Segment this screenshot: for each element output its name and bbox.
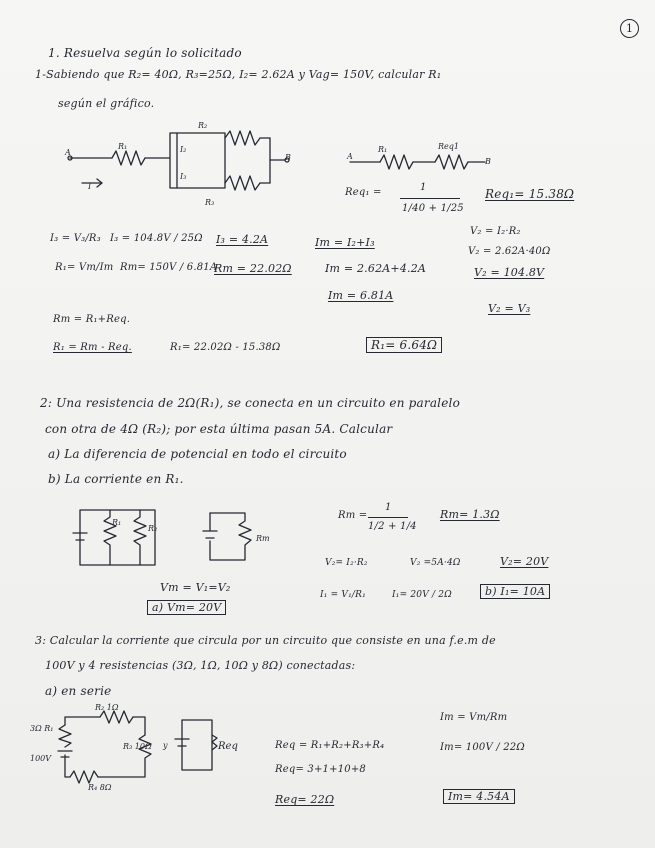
p1-r3-label: R₃: [205, 198, 215, 207]
p1-r1-substitution: R₁= 22.02Ω - 15.38Ω: [170, 342, 281, 353]
page-number-circle: [620, 19, 639, 38]
p3-it-equation: Iт = Vт/Rт: [440, 712, 508, 723]
page-number: 1: [626, 22, 633, 35]
p2-question-b: b) La corriente en R₁.: [48, 472, 184, 486]
p3-y-label: y: [163, 741, 168, 750]
p1-r1-formula: R₁ = Rт - Req.: [53, 342, 132, 353]
p1-equiv-r1-label: R₁: [378, 145, 388, 154]
p1-r2-label: R₂: [198, 121, 208, 130]
p1-v2-equation: V₂ = I₂·R₂: [470, 226, 521, 237]
p1-req1-formula: Req₁ =: [345, 187, 382, 198]
p3-r3-label: R₃ 10Ω: [123, 742, 152, 751]
p1-req1-denominator: 1/40 + 1/25: [402, 203, 464, 214]
p2-statement-line2: con otra de 4Ω (R₂); por esta última pasan 5A. Calcular: [45, 422, 393, 436]
p2-r1-label: R₁: [112, 518, 122, 527]
p1-it-equation: Iт = I₂+I₃: [315, 236, 375, 249]
p1-it-substitution: Iт = 2.62A+4.2A: [325, 262, 427, 275]
p1-i3-substitution: I₃ = 104.8V / 25Ω: [110, 233, 203, 244]
p1-equiv-node-a: A: [347, 152, 353, 161]
p3-req-equation: Req = R₁+R₂+R₃+R₄: [275, 740, 385, 751]
p1-i2-label: I₂: [180, 145, 187, 154]
p2-v2-substitution: V₂ =5A·4Ω: [410, 558, 461, 568]
p2-rt-result: Rт= 1.3Ω: [440, 508, 500, 521]
p1-i3-label: I₃: [180, 172, 187, 181]
p2-vt-equation: Vт = V₁=V₂: [160, 581, 231, 594]
p1-equiv-req-label: Req1: [438, 142, 459, 151]
p2-a-result: a) Vт= 20V: [147, 600, 226, 615]
fraction-bar: [368, 517, 408, 518]
p2-question-a: a) La diferencia de potencial en todo el circuito: [48, 447, 347, 461]
p2-rt-label: Rт: [256, 534, 270, 543]
p2-i1-substitution: I₁= 20V / 2Ω: [392, 590, 452, 600]
p1-statement-line2: según el gráfico.: [58, 97, 155, 110]
p2-r2-label: R₂: [148, 524, 158, 533]
p1-statement-line1: 1-Sabiendo que R₂= 40Ω, R₃=25Ω, I₂= 2.62A y Vag= 150V, calcular R₁: [35, 68, 442, 81]
p2-v2-result: V₂= 20V: [500, 555, 549, 568]
p1-current-label: I: [88, 182, 92, 191]
p2-rt-denominator: 1/2 + 1/4: [368, 521, 417, 532]
p2-b-result: b) I₁= 10A: [480, 584, 550, 599]
p2-i1-equation: I₁ = V₁/R₁: [320, 590, 366, 600]
p1-circuit-diagram: [60, 118, 310, 213]
p1-rt-sum: Rт = R₁+Req.: [53, 314, 131, 325]
p1-r1-result: R₁= 6.64Ω: [366, 337, 442, 353]
p3-statement-line2: 100V y 4 resistencias (3Ω, 1Ω, 10Ω y 8Ω) conectadas:: [45, 659, 356, 672]
p3-r4-label: R₄ 8Ω: [88, 783, 112, 792]
p2-parallel-circuit: [70, 505, 280, 575]
p1-node-b-label: B: [285, 153, 291, 162]
p3-req-result: Req= 22Ω: [275, 793, 335, 806]
p2-statement-line1: 2: Una resistencia de 2Ω(R₁), se conecta en un circuito en paralelo: [40, 396, 460, 410]
p1-req1-numerator: 1: [420, 182, 427, 193]
p3-r1-label: 3Ω R₁: [30, 724, 54, 733]
p1-v2-result: V₂ = 104.8V: [474, 266, 545, 279]
fraction-bar: [400, 198, 460, 199]
p3-req-substitution: Req= 3+1+10+8: [275, 764, 366, 775]
p3-it-substitution: Iт= 100V / 22Ω: [440, 742, 525, 753]
p1-rt-calculation: Rт= 150V / 6.81A: [120, 262, 218, 273]
p2-rt-numerator: 1: [385, 502, 392, 513]
p1-i3-result: I₃ = 4.2A: [216, 233, 269, 246]
p3-emf-label: 100V: [30, 754, 52, 763]
p1-rt-result: Rт = 22.02Ω: [214, 262, 292, 275]
p1-node-a-label: A: [65, 148, 71, 157]
p1-v2-substitution: V₂ = 2.62A·40Ω: [468, 246, 551, 257]
page-heading: 1. Resuelva según lo solicitado: [48, 46, 242, 60]
p3-req-label: Req: [218, 741, 238, 752]
p1-it-result: Iт = 6.81A: [328, 289, 394, 302]
p1-equivalent-circuit: [345, 140, 495, 180]
p1-v2-equals-v3: V₂ = V₃: [488, 302, 531, 315]
p1-r1-label: R₁: [118, 142, 128, 151]
p3-statement-line1: 3: Calcular la corriente que circula por un circuito que consiste en una f.e.m de: [35, 634, 496, 647]
p3-question-a: a) en serie: [45, 684, 112, 698]
p3-r2-label: R₂ 1Ω: [95, 703, 119, 712]
p2-v2-equation: V₂= I₂·R₂: [325, 558, 368, 568]
p2-rt-formula: Rт =: [338, 510, 368, 521]
p3-it-result: Iт= 4.54A: [443, 789, 515, 804]
p1-r1-equation: R₁= Vт/Iт: [55, 262, 114, 273]
p1-equiv-node-b: B: [485, 157, 491, 166]
p1-req1-result: Req₁= 15.38Ω: [485, 187, 575, 201]
p1-i3-equation: I₃ = V₃/R₃: [50, 233, 101, 244]
